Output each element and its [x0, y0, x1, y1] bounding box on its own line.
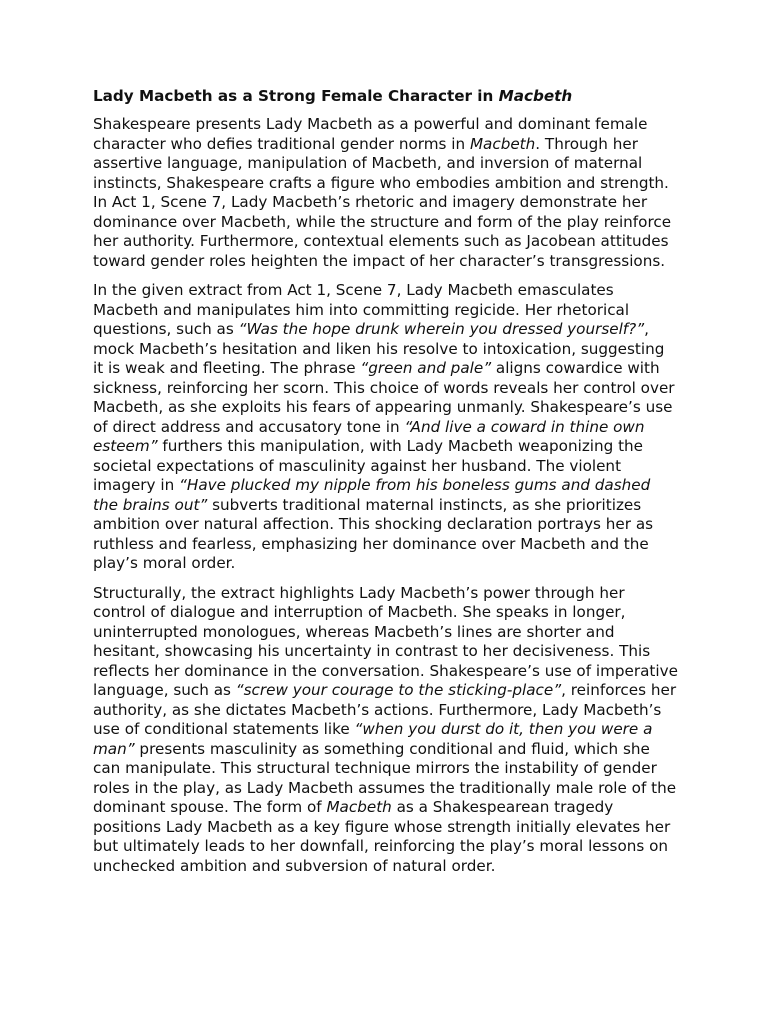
paragraph-text: , mock Macbeth’s hesitation and liken his resolve to intoxication, suggesting it is weak and fleeting. The phrase [93, 320, 665, 377]
essay-title-work: Macbeth [498, 87, 573, 105]
paragraph-text: In the given extract from Act 1, Scene 7, Lady Macbeth emasculates Macbeth and manipulates him into committing regicide. Her rhetorical questions, such as [93, 281, 630, 338]
paragraph-text: Structurally, the extract highlights Lady Macbeth’s power through her control of dialogue and interruption of Macbeth. She speaks in longer, uninterrupted monologues, whereas Macbeth’s lines are shorter and hesitant, showcasing his uncertainty in contrast to her decisiveness. This reflects her dominance in the conversation. Shakespeare’s use of imperative language, such as [93, 583, 678, 699]
paragraph-text: furthers this manipulation, with Lady Macbeth weaponizing the societal expectations of masculinity against her husband. The violent imagery in [93, 437, 644, 494]
paragraph-text: Shakespeare presents Lady Macbeth as a powerful and dominant female character who defies traditional gender norms in [93, 115, 648, 153]
quotation-text: “when you durst do it, then you were a man” [93, 720, 653, 758]
paragraph-text: presents masculinity as something conditional and fluid, which she can manipulate. This structural technique mirrors the instability of gender roles in the play, as Lady Macbeth assumes the traditionally male role of the dominant spouse. The form of [93, 739, 677, 816]
quotation-text: “green and pale” [360, 359, 492, 377]
quotation-text: Macbeth [469, 134, 536, 153]
quotation-text: “And live a coward in thine own esteem” [93, 417, 645, 455]
essay-paragraph-3 [93, 584, 678, 877]
essay-paragraph-1 [93, 115, 678, 271]
paragraph-text: , reinforces her authority, as she dictates Macbeth’s actions. Furthermore, Lady Macbeth’s use of conditional statements like [93, 681, 677, 738]
essay-title [93, 86, 678, 106]
paragraph-text: as a Shakespearean tragedy positions Lady Macbeth as a key figure whose strength initially elevates her but ultimately leads to her downfall, reinforcing the play’s moral lessons on unchecked ambition and subversion of natural order. [93, 798, 671, 875]
essay-body [93, 115, 678, 876]
paragraph-text: . Through her assertive language, manipulation of Macbeth, and inversion of maternal instincts, Shakespeare crafts a figure who embodies ambition and strength. In Act 1, Scene 7, Lady Macbeth’s rhetoric and imagery demonstrate her dominance over Macbeth, while the structure and form of the play reinforce her authority. Furthermore, contextual elements such as Jacobean attitudes toward gender roles heighten the impact of her character’s transgressions. [93, 134, 672, 270]
quotation-text: “Was the hope drunk wherein you dressed yourself?” [238, 320, 645, 338]
essay-title-main: Lady Macbeth as a Strong Female Character in [93, 87, 499, 105]
document-page [93, 86, 678, 886]
paragraph-text: aligns cowardice with sickness, reinforcing her scorn. This choice of words reveals her control over Macbeth, as she exploits his fears of appearing unmanly. Shakespeare’s use of direct address and accusatory tone in [93, 359, 675, 436]
quotation-text: “Have plucked my nipple from his boneless gums and dashed the brains out” [93, 476, 651, 514]
quotation-text: Macbeth [326, 798, 392, 816]
quotation-text: “screw your courage to the sticking-place” [235, 681, 562, 699]
paragraph-text: subverts traditional maternal instincts, as she prioritizes ambition over natural affection. This shocking declaration portrays her as ruthless and fearless, emphasizing her dominance over Macbeth and the play’s moral order. [93, 495, 654, 572]
essay-paragraph-2 [93, 281, 678, 574]
